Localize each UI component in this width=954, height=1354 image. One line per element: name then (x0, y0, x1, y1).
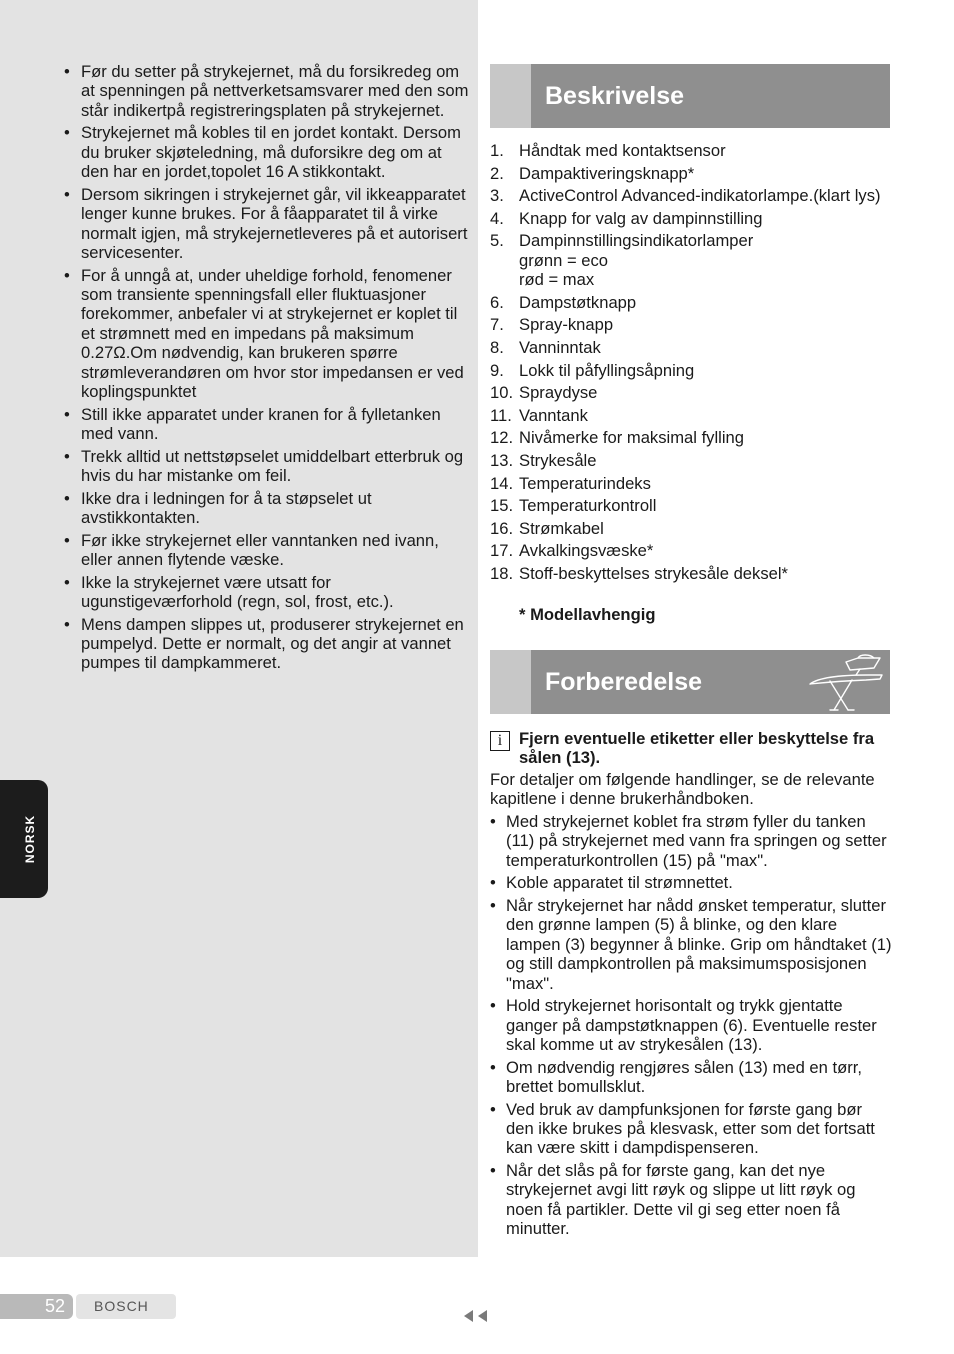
preparation-item: • Hold strykejernet horisontalt og trykk gjentatte ganger på dampstøtknappen (6). Eventuelle rester skal komme ut av strykesålen (13). (490, 996, 894, 1054)
preparation-item: • Med strykejernet koblet fra strøm fyller du tanken (11) på strykejernet med vann fra springen og setter temperaturkontrollen (15) på "max". (490, 812, 894, 870)
preparation-item: • Koble apparatet til strømnettet. (490, 873, 894, 892)
safety-item: • Mens dampen slippes ut, produserer strykejernet en pumpelyd. Dette er normalt, og det angir at vannet pumpes til dampkammeret. (62, 615, 470, 673)
parts-item: 13. Strykesåle (490, 450, 597, 470)
parts-item: 15. Temperaturkontroll (490, 496, 657, 516)
safety-item: • Før du setter på strykejernet, må du forsikredeg om at spenningen på nettverketsamsvarer med den som står indikertpå registreringsplaten på strykejernet. (62, 62, 470, 120)
parts-item: 4. Knapp for valg av dampinnstilling (490, 208, 763, 228)
parts-item: 14. Temperaturindeks (490, 473, 651, 493)
parts-item: 12. Nivåmerke for maksimal fylling (490, 428, 744, 448)
safety-item: • Ikke la strykejernet være utsatt for ugunstigeværforhold (regn, sol, frost, etc.). (62, 573, 470, 612)
preparation-item: • Når det slås på for første gang, kan det nye strykejernet avgi litt røyk og slippe ut litt røyk og noen få partikler. Dette vil gi seg etter noen få minutter. (490, 1161, 894, 1239)
safety-item: • Dersom sikringen i strykejernet går, vil ikkeapparatet lenger kunne brukes. For å fåapparatet til å virke normalt igjen, må strykejernetleveres på et autorisert servicesenter. (62, 185, 470, 263)
beskrivelse-title: Beskrivelse (545, 82, 685, 110)
parts-item: 5. Dampinnstillingsindikatorlamper grønn = eco rød = max (490, 231, 754, 290)
parts-item: 16. Strømkabel (490, 518, 604, 538)
model-note: * Modellavhengig (519, 605, 656, 624)
safety-item: • Før ikke strykejernet eller vanntanken ned ivann, eller annen flytende væske. (62, 531, 470, 570)
info-note: Fjern eventuelle etiketter eller beskyttelse fra sålen (13). (519, 729, 875, 768)
page-number: 52 (0, 1294, 73, 1319)
forberedelse-header (490, 650, 890, 714)
ironing-board-icon (808, 654, 886, 712)
parts-item: 7. Spray-knapp (490, 315, 614, 335)
parts-item: 2. Dampaktiveringsknapp* (490, 163, 695, 183)
preparation-item: • Når strykejernet har nådd ønsket temperatur, slutter den grønne lampen (5) å blinke, og den klare lampen (3) begynner å blinke. Grip om håndtaket (1) og still dampkontrollen på maksimumsposisjonen "max". (490, 896, 894, 993)
header-accent (490, 650, 531, 714)
parts-item: 3. ActiveControl Advanced-indikatorlampe.(klart lys) (490, 186, 881, 206)
double-left-arrow-icon[interactable] (462, 1308, 490, 1324)
preparation-item: • Om nødvendig rengjøres sålen (13) med en tørr, brettet bomullsklut. (490, 1058, 894, 1097)
parts-item: 11. Vanntank (490, 405, 588, 425)
safety-item: • Still ikke apparatet under kranen for å fylletanken med vann. (62, 405, 470, 444)
parts-item: 1. Håndtak med kontaktsensor (490, 141, 726, 160)
preparation-item: • Ved bruk av dampfunksjonen for første gang bør den ikke brukes på klesvask, etter som det fortsatt kan være skitt i dampdispenseren. (490, 1100, 894, 1158)
beskrivelse-header (490, 64, 890, 128)
safety-list (62, 62, 470, 676)
safety-item: • Ikke dra i ledningen for å ta støpselet ut avstikkontakten. (62, 489, 470, 528)
preparation-list (490, 812, 894, 1242)
parts-list (490, 141, 890, 587)
parts-item: 17. Avkalkingsvæske* (490, 541, 654, 561)
left-panel (0, 0, 478, 1257)
language-tab-label: NORSK (23, 814, 37, 864)
info-icon: i (490, 731, 510, 751)
forberedelse-title: Forberedelse (545, 668, 703, 696)
language-tab (0, 780, 48, 898)
parts-item: 9. Lokk til påfyllingsåpning (490, 360, 695, 380)
brand-label: BOSCH (76, 1294, 176, 1319)
parts-item: 10. Spraydyse (490, 383, 598, 403)
parts-item: 18. Stoff-beskyttelses strykesåle deksel* (490, 563, 789, 583)
parts-item: 6. Dampstøtknapp (490, 292, 637, 312)
safety-item: • Trekk alltid ut nettstøpselet umiddelbart etterbruk og hvis du har mistanke om feil. (62, 447, 470, 486)
parts-item: 8. Vanninntak (490, 337, 601, 357)
intro-paragraph: For detaljer om følgende handlinger, se de relevante kapitlene i denne brukerhåndboken. (490, 770, 875, 809)
safety-item: • Strykejernet må kobles til en jordet kontakt. Dersom du bruker skjøteledning, må duforsikre deg om at den har en jordet,topolet 16 A stikkontakt. (62, 123, 470, 181)
header-accent (490, 64, 531, 128)
safety-item: • For å unngå at, under uheldige forhold, fenomener som transiente spenningsfall eller fluktuasjoner forekommer, anbefaler vi at strykejernet er koplet til et strømnett med en impedans på maksimum 0.27Ω.Om nødvendig, kan brukeren spørre strømleverandøren om hvor stor impedansen er ved koplingspunktet (62, 266, 470, 402)
